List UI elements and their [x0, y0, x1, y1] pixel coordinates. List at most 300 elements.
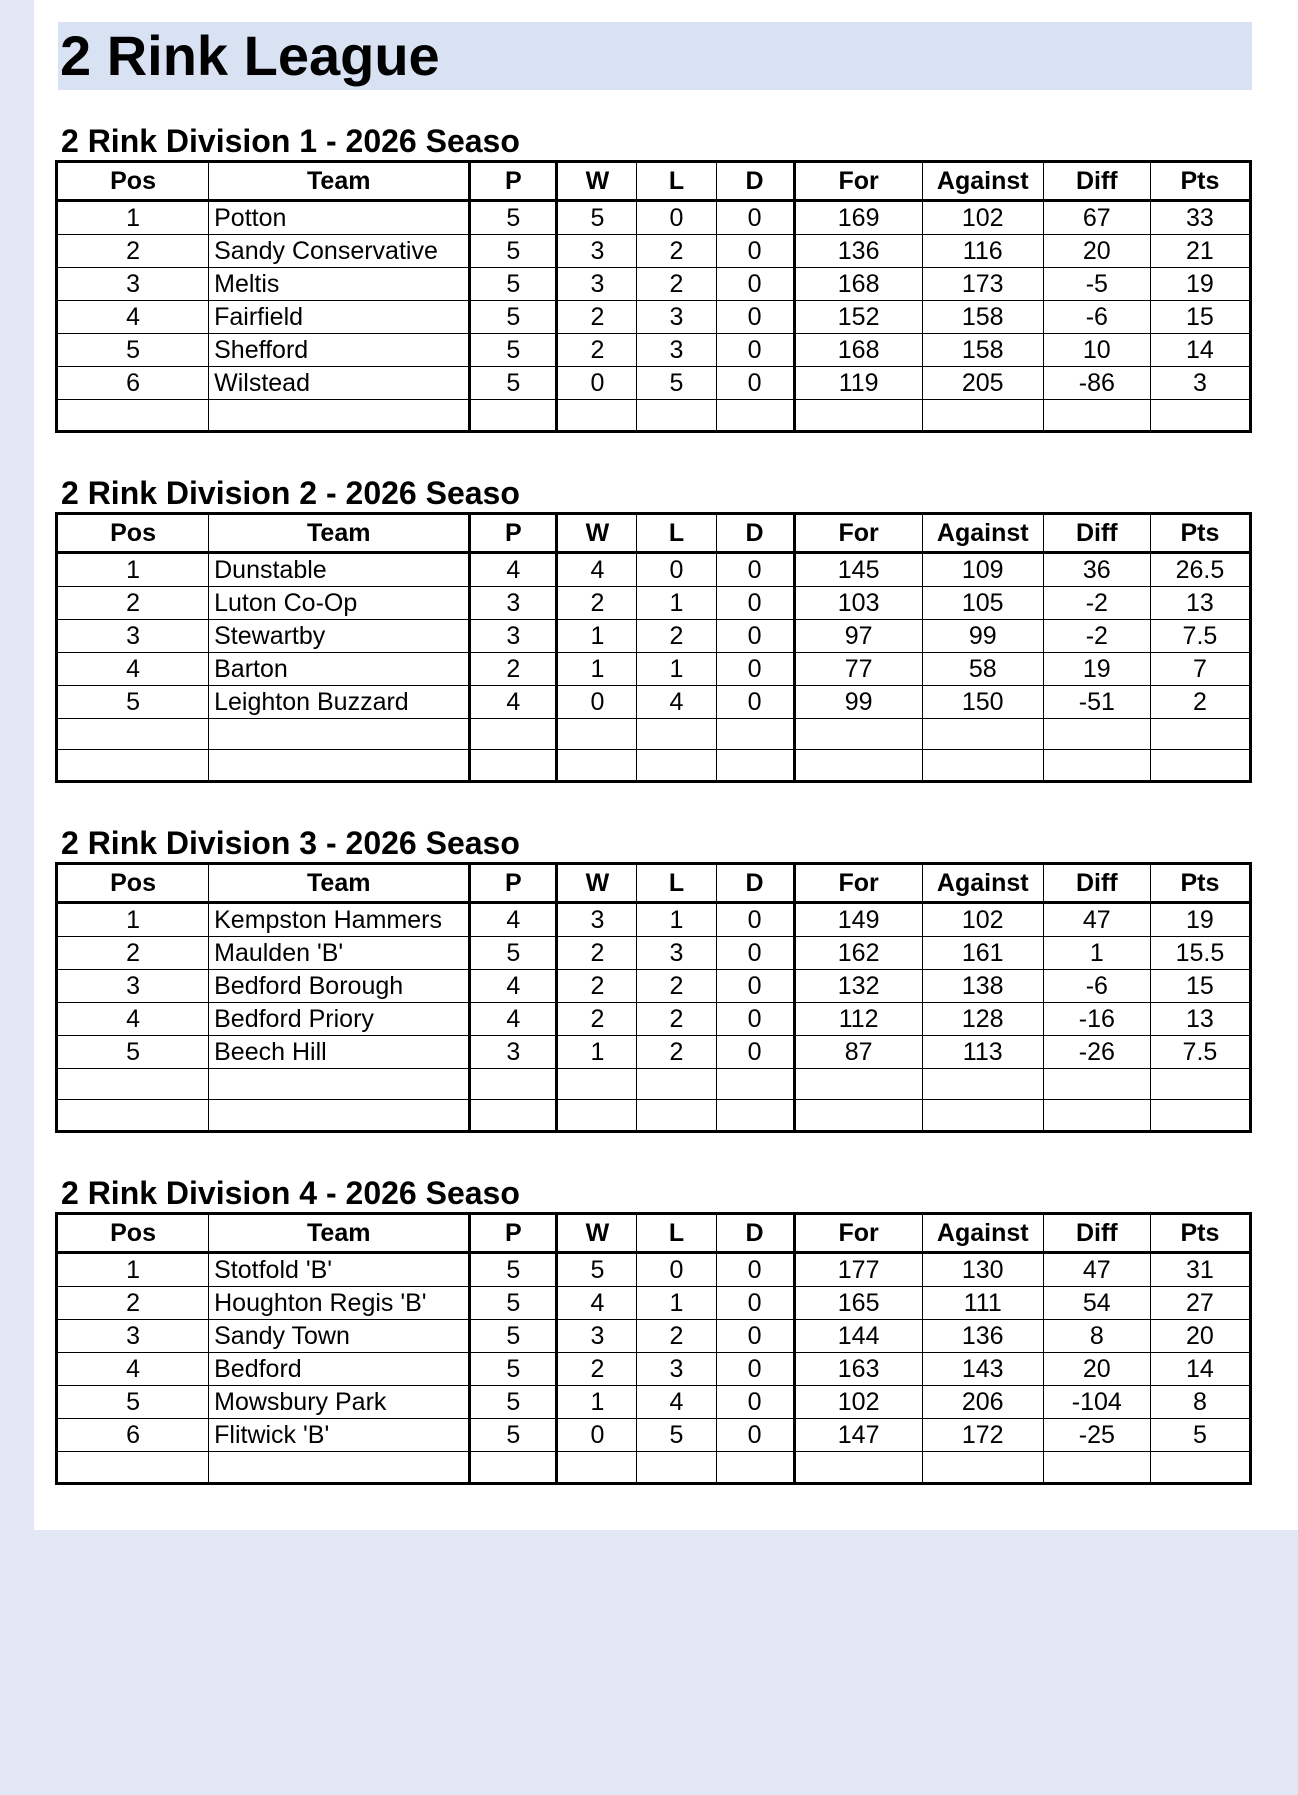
table-cell: 0	[716, 903, 794, 937]
empty-cell	[57, 1452, 209, 1484]
table-cell: 3	[470, 620, 557, 653]
table-cell: 2	[557, 970, 637, 1003]
table-cell: 5	[470, 1419, 557, 1452]
table-cell: 4	[470, 553, 557, 587]
table-cell: -51	[1043, 686, 1150, 719]
column-header: Diff	[1043, 864, 1150, 903]
table-cell: 5	[470, 367, 557, 400]
table-cell: 0	[716, 1353, 794, 1386]
empty-cell	[1043, 1069, 1150, 1100]
team-cell: Beech Hill	[209, 1036, 470, 1069]
table-cell: 102	[794, 1386, 922, 1419]
column-header: Team	[209, 514, 470, 553]
empty-cell	[209, 1100, 470, 1132]
table-row	[57, 1287, 1251, 1320]
empty-cell	[557, 1069, 637, 1100]
table-cell: 5	[470, 1386, 557, 1419]
table-cell: 21	[1150, 235, 1250, 268]
column-header: For	[794, 514, 922, 553]
empty-cell	[557, 1452, 637, 1484]
table-cell: 5	[470, 937, 557, 970]
empty-cell	[1150, 1069, 1250, 1100]
table-cell: 116	[922, 235, 1043, 268]
table-cell: 13	[1150, 587, 1250, 620]
column-header: Pts	[1150, 514, 1250, 553]
empty-cell	[209, 400, 470, 432]
table-cell: 1	[1043, 937, 1150, 970]
empty-cell	[557, 750, 637, 782]
table-cell: 3	[637, 301, 716, 334]
column-header: L	[637, 162, 716, 201]
table-cell: 162	[794, 937, 922, 970]
table-cell: 147	[794, 1419, 922, 1452]
table-row	[57, 334, 1251, 367]
table-cell: 169	[794, 201, 922, 235]
team-cell: Fairfield	[209, 301, 470, 334]
table-cell: 7.5	[1150, 620, 1250, 653]
table-cell: 158	[922, 301, 1043, 334]
table-cell: -25	[1043, 1419, 1150, 1452]
empty-cell	[557, 400, 637, 432]
empty-cell	[637, 750, 716, 782]
table-cell: 5	[470, 301, 557, 334]
table-cell: 205	[922, 367, 1043, 400]
blank-row	[57, 750, 1251, 782]
table-cell: 0	[716, 301, 794, 334]
column-header: P	[470, 864, 557, 903]
empty-cell	[1043, 400, 1150, 432]
column-header: Diff	[1043, 1214, 1150, 1253]
table-cell: 10	[1043, 334, 1150, 367]
blank-row	[57, 400, 1251, 432]
table-cell: 20	[1043, 235, 1150, 268]
table-cell: 136	[794, 235, 922, 268]
table-cell: 6	[57, 367, 209, 400]
column-header: W	[557, 514, 637, 553]
column-header: Against	[922, 514, 1043, 553]
table-cell: 136	[922, 1320, 1043, 1353]
empty-cell	[922, 719, 1043, 750]
column-header: Pos	[57, 864, 209, 903]
empty-cell	[470, 750, 557, 782]
team-cell: Sandy Conservative	[209, 235, 470, 268]
empty-cell	[1150, 400, 1250, 432]
table-cell: 20	[1150, 1320, 1250, 1353]
table-cell: 5	[470, 1320, 557, 1353]
table-cell: -5	[1043, 268, 1150, 301]
table-cell: 3	[557, 268, 637, 301]
table-cell: 144	[794, 1320, 922, 1353]
table-cell: 2	[1150, 686, 1250, 719]
table-cell: 0	[637, 553, 716, 587]
empty-cell	[716, 1100, 794, 1132]
table-cell: 4	[57, 653, 209, 686]
table-cell: 132	[794, 970, 922, 1003]
table-cell: 6	[57, 1419, 209, 1452]
division-title: 2 Rink Division 4 - 2026 Seaso	[61, 1175, 520, 1211]
table-cell: 2	[557, 301, 637, 334]
table-cell: 33	[1150, 201, 1250, 235]
team-cell: Maulden 'B'	[209, 937, 470, 970]
table-cell: 0	[716, 235, 794, 268]
table-cell: 15.5	[1150, 937, 1250, 970]
empty-cell	[57, 1069, 209, 1100]
table-cell: 1	[637, 903, 716, 937]
column-header: W	[557, 162, 637, 201]
table-cell: 15	[1150, 970, 1250, 1003]
column-header: Team	[209, 1214, 470, 1253]
table-row	[57, 686, 1251, 719]
table-cell: 0	[716, 587, 794, 620]
division-title: 2 Rink Division 2 - 2026 Seaso	[61, 475, 520, 511]
table-cell: 149	[794, 903, 922, 937]
table-cell: 1	[637, 1287, 716, 1320]
league-table	[55, 1212, 1252, 1485]
table-cell: 99	[922, 620, 1043, 653]
table-cell: 0	[716, 1036, 794, 1069]
table-cell: 99	[794, 686, 922, 719]
table-cell: 0	[716, 553, 794, 587]
table-cell: 5	[470, 1253, 557, 1287]
blank-row	[57, 1452, 1251, 1484]
table-cell: 2	[637, 970, 716, 1003]
division-2	[55, 474, 1252, 783]
table-cell: -2	[1043, 587, 1150, 620]
empty-cell	[1150, 1100, 1250, 1132]
table-cell: 2	[57, 1287, 209, 1320]
empty-cell	[794, 1069, 922, 1100]
empty-cell	[470, 1452, 557, 1484]
table-cell: 77	[794, 653, 922, 686]
table-cell: 1	[57, 201, 209, 235]
table-cell: 3	[557, 235, 637, 268]
table-cell: 2	[637, 1003, 716, 1036]
table-cell: 19	[1150, 903, 1250, 937]
table-cell: 1	[57, 553, 209, 587]
table-cell: 58	[922, 653, 1043, 686]
table-cell: 3	[57, 268, 209, 301]
table-cell: 47	[1043, 1253, 1150, 1287]
table-cell: -6	[1043, 970, 1150, 1003]
table-row	[57, 1353, 1251, 1386]
table-cell: 2	[557, 334, 637, 367]
table-cell: 0	[716, 268, 794, 301]
table-cell: 8	[1150, 1386, 1250, 1419]
table-cell: 2	[637, 235, 716, 268]
table-cell: 4	[57, 1353, 209, 1386]
table-cell: 5	[57, 334, 209, 367]
empty-cell	[57, 719, 209, 750]
table-cell: 3	[1150, 367, 1250, 400]
table-cell: 130	[922, 1253, 1043, 1287]
empty-cell	[557, 719, 637, 750]
empty-cell	[637, 719, 716, 750]
empty-cell	[922, 750, 1043, 782]
table-cell: 27	[1150, 1287, 1250, 1320]
team-cell: Potton	[209, 201, 470, 235]
empty-cell	[470, 1069, 557, 1100]
team-cell: Luton Co-Op	[209, 587, 470, 620]
page-title: 2 Rink League	[60, 24, 440, 87]
empty-cell	[209, 750, 470, 782]
table-cell: 26.5	[1150, 553, 1250, 587]
league-table	[55, 160, 1252, 433]
table-cell: 163	[794, 1353, 922, 1386]
table-row	[57, 268, 1251, 301]
table-cell: 103	[794, 587, 922, 620]
table-cell: 0	[716, 201, 794, 235]
table-cell: 36	[1043, 553, 1150, 587]
column-header: D	[716, 162, 794, 201]
column-header: P	[470, 514, 557, 553]
table-cell: 20	[1043, 1353, 1150, 1386]
empty-cell	[1043, 719, 1150, 750]
table-cell: 54	[1043, 1287, 1150, 1320]
table-cell: 2	[637, 268, 716, 301]
table-cell: 5	[470, 268, 557, 301]
column-header: L	[637, 514, 716, 553]
table-cell: 4	[470, 1003, 557, 1036]
table-cell: 0	[716, 1386, 794, 1419]
empty-cell	[794, 750, 922, 782]
empty-cell	[1043, 1452, 1150, 1484]
table-cell: 5	[470, 1353, 557, 1386]
table-row	[57, 653, 1251, 686]
table-cell: 3	[57, 620, 209, 653]
team-cell: Meltis	[209, 268, 470, 301]
table-cell: -6	[1043, 301, 1150, 334]
table-cell: 5	[470, 1287, 557, 1320]
table-cell: 0	[637, 201, 716, 235]
table-cell: 2	[557, 1003, 637, 1036]
column-header: L	[637, 864, 716, 903]
table-row	[57, 553, 1251, 587]
table-cell: 161	[922, 937, 1043, 970]
empty-cell	[557, 1100, 637, 1132]
table-cell: 3	[57, 1320, 209, 1353]
blank-row	[57, 1069, 1251, 1100]
table-cell: 87	[794, 1036, 922, 1069]
empty-cell	[637, 1069, 716, 1100]
table-cell: 5	[557, 201, 637, 235]
table-cell: 2	[57, 235, 209, 268]
table-cell: 0	[716, 1253, 794, 1287]
team-cell: Wilstead	[209, 367, 470, 400]
table-cell: 4	[470, 903, 557, 937]
table-cell: 67	[1043, 201, 1150, 235]
table-cell: 0	[716, 1287, 794, 1320]
table-cell: 47	[1043, 903, 1150, 937]
table-cell: 102	[922, 201, 1043, 235]
table-cell: 2	[637, 620, 716, 653]
table-row	[57, 301, 1251, 334]
table-cell: 97	[794, 620, 922, 653]
column-header: D	[716, 514, 794, 553]
table-cell: 3	[637, 334, 716, 367]
column-header: P	[470, 1214, 557, 1253]
table-row	[57, 1253, 1251, 1287]
table-cell: 0	[637, 1253, 716, 1287]
table-cell: -86	[1043, 367, 1150, 400]
table-row	[57, 1320, 1251, 1353]
table-row	[57, 620, 1251, 653]
empty-cell	[794, 400, 922, 432]
table-cell: 3	[57, 970, 209, 1003]
table-cell: 4	[470, 970, 557, 1003]
blank-row	[57, 719, 1251, 750]
table-cell: 31	[1150, 1253, 1250, 1287]
team-cell: Sandy Town	[209, 1320, 470, 1353]
table-cell: 2	[637, 1036, 716, 1069]
column-header: Team	[209, 864, 470, 903]
table-cell: 5	[637, 1419, 716, 1452]
table-cell: 0	[716, 653, 794, 686]
table-cell: -2	[1043, 620, 1150, 653]
table-cell: 15	[1150, 301, 1250, 334]
table-cell: 2	[557, 1353, 637, 1386]
team-cell: Houghton Regis 'B'	[209, 1287, 470, 1320]
team-cell: Shefford	[209, 334, 470, 367]
table-row	[57, 1386, 1251, 1419]
empty-cell	[209, 719, 470, 750]
table-cell: 0	[557, 686, 637, 719]
table-cell: 4	[557, 553, 637, 587]
table-cell: 5	[1150, 1419, 1250, 1452]
table-row	[57, 367, 1251, 400]
team-cell: Stotfold 'B'	[209, 1253, 470, 1287]
table-cell: 4	[57, 1003, 209, 1036]
table-cell: 0	[716, 1419, 794, 1452]
table-cell: 5	[470, 235, 557, 268]
table-cell: 3	[557, 1320, 637, 1353]
table-cell: 7.5	[1150, 1036, 1250, 1069]
table-cell: 5	[57, 1386, 209, 1419]
table-cell: 4	[470, 686, 557, 719]
empty-cell	[716, 1452, 794, 1484]
column-header: Diff	[1043, 162, 1150, 201]
table-cell: 2	[57, 587, 209, 620]
column-header: L	[637, 1214, 716, 1253]
table-row	[57, 903, 1251, 937]
column-header: Diff	[1043, 514, 1150, 553]
division-3	[55, 824, 1252, 1133]
column-header: Pos	[57, 162, 209, 201]
table-cell: 14	[1150, 1353, 1250, 1386]
table-cell: 4	[637, 1386, 716, 1419]
table-header-row	[57, 514, 1251, 553]
table-cell: 5	[557, 1253, 637, 1287]
table-cell: 168	[794, 268, 922, 301]
empty-cell	[1150, 719, 1250, 750]
table-row	[57, 235, 1251, 268]
empty-cell	[922, 1452, 1043, 1484]
table-cell: 3	[637, 1353, 716, 1386]
table-cell: 2	[557, 937, 637, 970]
table-cell: -26	[1043, 1036, 1150, 1069]
empty-cell	[922, 1069, 1043, 1100]
table-cell: 165	[794, 1287, 922, 1320]
table-row	[57, 201, 1251, 235]
column-header: Pos	[57, 514, 209, 553]
table-cell: 2	[470, 653, 557, 686]
column-header: For	[794, 864, 922, 903]
table-cell: 5	[57, 1036, 209, 1069]
table-cell: 2	[57, 937, 209, 970]
table-header-row	[57, 864, 1251, 903]
column-header: Against	[922, 864, 1043, 903]
table-cell: 158	[922, 334, 1043, 367]
table-cell: 152	[794, 301, 922, 334]
table-cell: 5	[470, 201, 557, 235]
blank-row	[57, 1100, 1251, 1132]
table-cell: 5	[470, 334, 557, 367]
table-cell: 119	[794, 367, 922, 400]
table-cell: -16	[1043, 1003, 1150, 1036]
column-header: W	[557, 864, 637, 903]
empty-cell	[1150, 750, 1250, 782]
column-header: Pts	[1150, 864, 1250, 903]
table-cell: 1	[57, 1253, 209, 1287]
column-header: For	[794, 1214, 922, 1253]
empty-cell	[1150, 1452, 1250, 1484]
table-row	[57, 970, 1251, 1003]
table-cell: 112	[794, 1003, 922, 1036]
table-cell: 0	[716, 367, 794, 400]
division-title: 2 Rink Division 3 - 2026 Seaso	[61, 825, 520, 861]
table-row	[57, 1003, 1251, 1036]
table-cell: 8	[1043, 1320, 1150, 1353]
table-cell: 138	[922, 970, 1043, 1003]
team-cell: Stewartby	[209, 620, 470, 653]
empty-cell	[209, 1452, 470, 1484]
table-cell: 1	[557, 620, 637, 653]
empty-cell	[57, 400, 209, 432]
column-header: Team	[209, 162, 470, 201]
table-cell: 2	[637, 1320, 716, 1353]
table-cell: 2	[557, 587, 637, 620]
empty-cell	[716, 719, 794, 750]
empty-cell	[57, 750, 209, 782]
empty-cell	[922, 1100, 1043, 1132]
column-header: Pts	[1150, 1214, 1250, 1253]
empty-cell	[637, 400, 716, 432]
team-cell: Flitwick 'B'	[209, 1419, 470, 1452]
empty-cell	[470, 719, 557, 750]
column-header: Against	[922, 162, 1043, 201]
table-row	[57, 587, 1251, 620]
table-cell: 168	[794, 334, 922, 367]
column-header: Against	[922, 1214, 1043, 1253]
empty-cell	[794, 1452, 922, 1484]
table-cell: 177	[794, 1253, 922, 1287]
empty-cell	[57, 1100, 209, 1132]
table-row	[57, 1036, 1251, 1069]
team-cell: Kempston Hammers	[209, 903, 470, 937]
table-cell: 111	[922, 1287, 1043, 1320]
column-header: P	[470, 162, 557, 201]
empty-cell	[1043, 1100, 1150, 1132]
table-cell: 1	[637, 653, 716, 686]
table-cell: 14	[1150, 334, 1250, 367]
table-cell: 1	[637, 587, 716, 620]
team-cell: Bedford	[209, 1353, 470, 1386]
table-cell: 0	[557, 1419, 637, 1452]
team-cell: Dunstable	[209, 553, 470, 587]
table-cell: 1	[57, 903, 209, 937]
empty-cell	[716, 400, 794, 432]
league-table	[55, 862, 1252, 1133]
empty-cell	[922, 400, 1043, 432]
